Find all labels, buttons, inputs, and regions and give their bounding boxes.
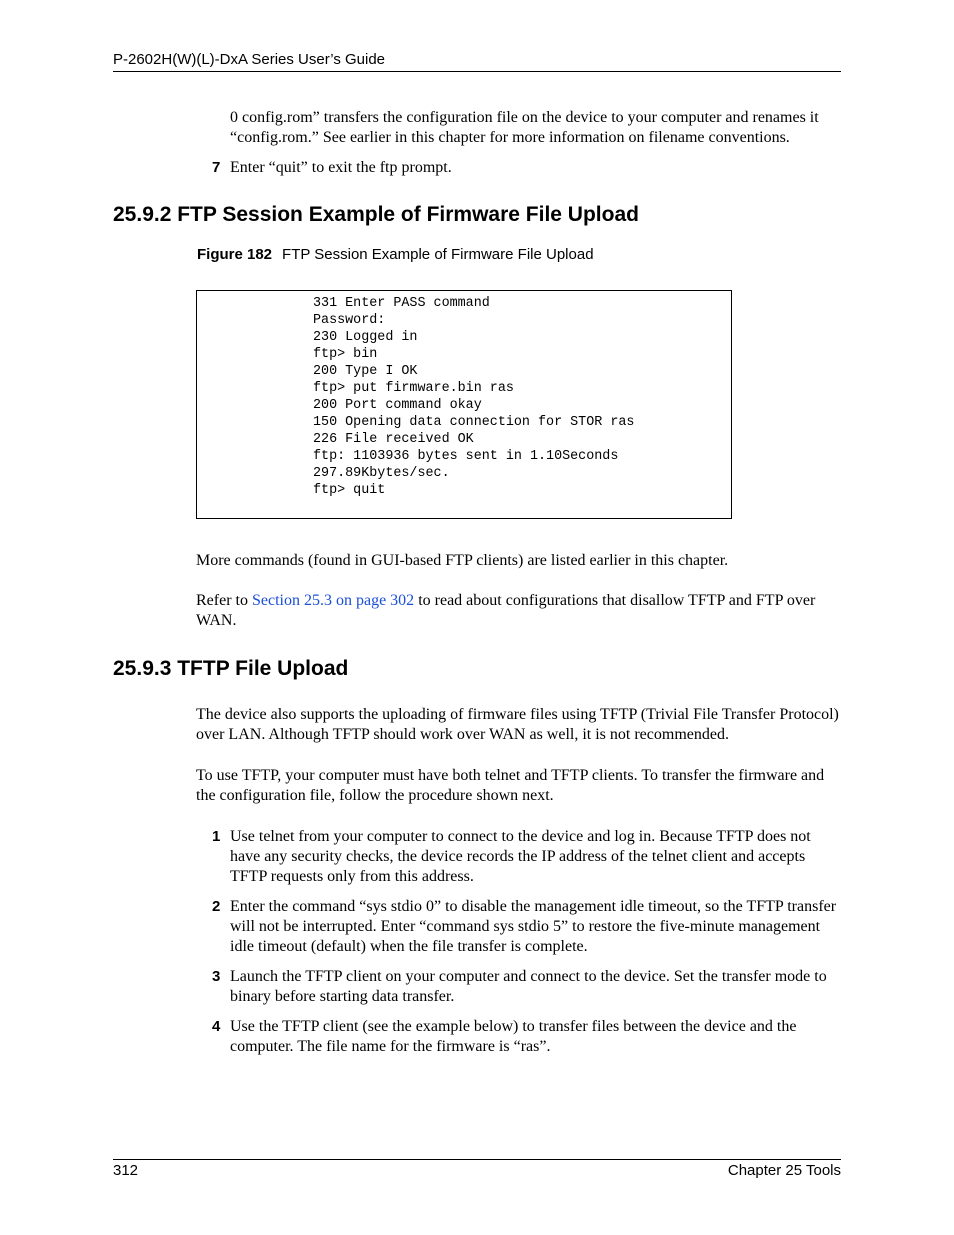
figure-title: FTP Session Example of Firmware File Upload — [282, 246, 594, 263]
step-number: 7 — [212, 159, 221, 176]
code-figure-box — [196, 290, 732, 519]
step-3 — [212, 967, 842, 1007]
refer-paragraph — [196, 591, 842, 631]
step-text: Use the TFTP client (see the example below) to transfer files between the device and the computer. The file name for the firmware is “ras”. — [230, 1018, 797, 1055]
step-text: Enter the command “sys stdio 0” to disable the management idle timeout, so the TFTP transfer will not be interrupted. Enter “command sys stdio 5” to restore the five-minute management idle timeout (default) when the file transfer is complete. — [230, 898, 837, 955]
more-commands-paragraph: More commands (found in GUI-based FTP clients) are listed earlier in this chapter. — [196, 552, 729, 569]
ftp-session-code: 331 Enter PASS command Password: 230 Logged in ftp> bin 200 Type I OK ftp> put firmware.bin ras 200 Port command okay 150 Opening data connection for STOR ras 226 File received OK ftp: 1103936 bytes sent in 1.10Seconds 297.89Kbytes/sec. ftp> quit — [313, 296, 635, 498]
figure-caption — [197, 246, 594, 263]
step-4 — [212, 1017, 842, 1057]
step-text: Enter “quit” to exit the ftp prompt. — [230, 159, 452, 176]
tftp-paragraph-1: The device also supports the uploading of firmware files using TFTP (Trivial File Transfer Protocol) over LAN. Although TFTP should work over WAN as well, it is not recommended. — [196, 706, 839, 743]
step-text: Use telnet from your computer to connect to the device and log in. Because TFTP does not have any security checks, the device records the IP address of the telnet client and accepts TFTP requests only from this address. — [230, 828, 811, 885]
page-number: 312 — [113, 1162, 139, 1179]
figure-label: Figure 182 — [197, 246, 273, 263]
step-number: 4 — [212, 1018, 221, 1035]
step-number: 2 — [212, 898, 221, 915]
section-heading-25-9-3: 25.9.3 TFTP File Upload — [113, 657, 349, 680]
section-heading-25-9-2: 25.9.2 FTP Session Example of Firmware File Upload — [113, 203, 639, 226]
refer-prefix: Refer to — [196, 592, 252, 609]
chapter-title: Chapter 25 Tools — [727, 1162, 841, 1179]
refer-suffix: to read about configurations that disallow TFTP and FTP over WAN. — [196, 592, 816, 629]
tftp-paragraph-2: To use TFTP, your computer must have both telnet and TFTP clients. To transfer the firmware and the configuration file, follow the procedure shown next. — [196, 767, 825, 804]
step-number: 3 — [212, 968, 221, 985]
step-number: 1 — [212, 828, 221, 845]
footer-rule — [113, 1159, 841, 1160]
step-text: Launch the TFTP client on your computer and connect to the device. Set the transfer mode to binary before starting data transfer. — [230, 968, 827, 1005]
step-2 — [212, 897, 842, 957]
step-1 — [212, 827, 842, 887]
section-link[interactable]: Section 25.3 on page 302 — [251, 592, 415, 609]
continuation-paragraph: 0 config.rom” transfers the configuration file on the device to your computer and renames it “config.rom.” See earlier in this chapter for more information on filename conventions. — [230, 109, 819, 146]
header-rule — [113, 71, 841, 72]
step-7 — [212, 158, 842, 178]
running-header: P-2602H(W)(L)-DxA Series User’s Guide — [113, 51, 386, 68]
